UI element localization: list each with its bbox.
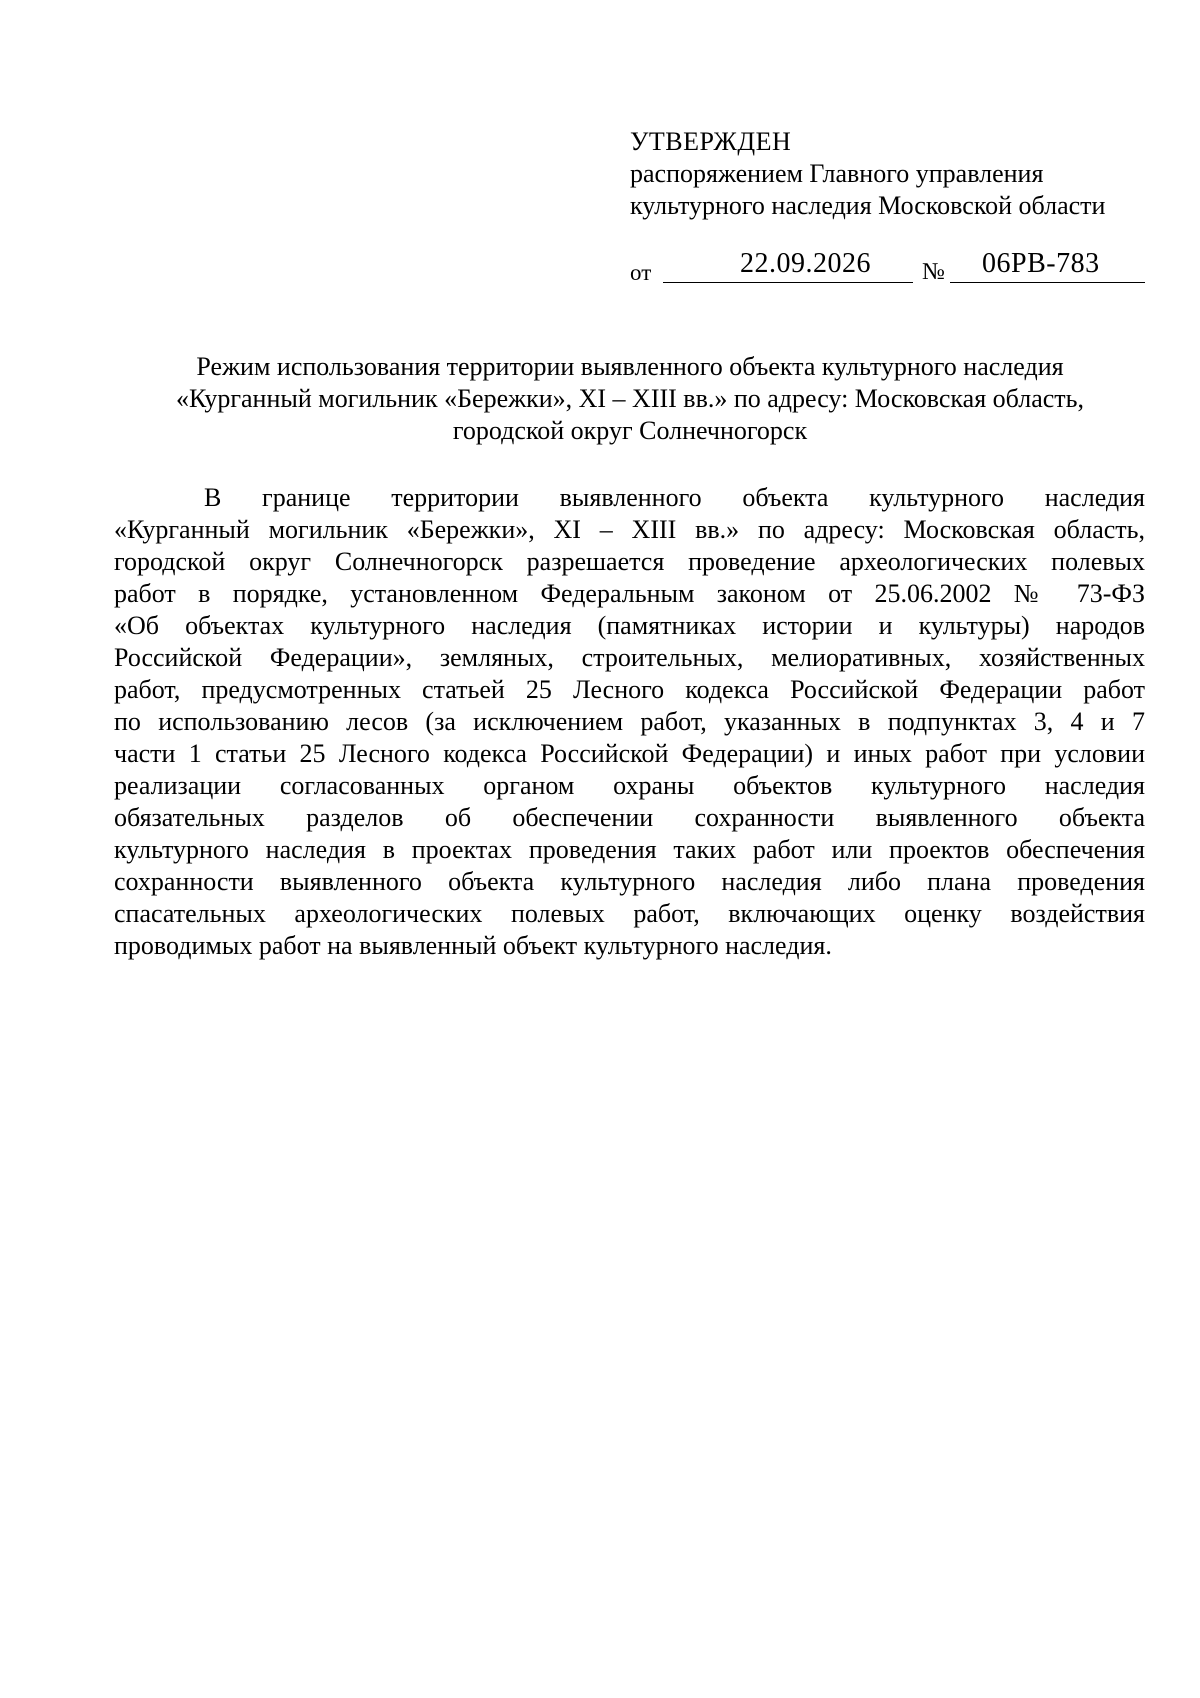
paragraph-line: реализации согласованных органом охраны объектов культурного наследия — [114, 771, 1145, 800]
approval-authority-line-1: распоряжением Главного управления — [630, 159, 1044, 188]
decree-number: 06РВ-783 — [982, 248, 1100, 279]
decree-details — [630, 250, 1145, 290]
approved-heading: УТВЕРЖДЕН — [630, 127, 792, 156]
decree-date: 22.09.2026 — [740, 248, 871, 279]
paragraph-line: В границе территории выявленного объекта культурного наследия — [204, 483, 1145, 512]
paragraph-line: сохранности выявленного объекта культурного наследия либо плана проведения — [114, 867, 1145, 896]
title-line: «Курганный могильник «Бережки», XI – XIII вв.» по адресу: Московская область, — [175, 384, 1085, 413]
paragraph-line: городской округ Солнечногорск разрешается проведение археологических полевых — [114, 547, 1145, 576]
number-label: № — [922, 259, 945, 285]
paragraph-line: работ, предусмотренных статьей 25 Лесного кодекса Российской Федерации работ — [114, 675, 1145, 704]
paragraph-line: «Об объектах культурного наследия (памятниках истории и культуры) народов — [114, 611, 1145, 640]
title-line: городской округ Солнечногорск — [452, 416, 808, 445]
document-title — [120, 351, 1140, 447]
approval-authority-line-2: культурного наследия Московской области — [630, 191, 1106, 220]
paragraph-line: Российской Федерации», земляных, строительных, мелиоративных, хозяйственных — [114, 643, 1145, 672]
paragraph-line: проводимых работ на выявленный объект культурного наследия. — [114, 931, 832, 960]
paragraph-line: культурного наследия в проектах проведения таких работ или проектов обеспечения — [114, 835, 1145, 864]
approval-block — [630, 126, 1150, 222]
date-label: от — [630, 260, 652, 285]
paragraph-line: работ в порядке, установленном Федеральным законом от 25.06.2002 № 73-ФЗ — [114, 579, 1145, 608]
paragraph-line: обязательных разделов об обеспечении сохранности выявленного объекта — [114, 803, 1145, 832]
paragraph-line: «Курганный могильник «Бережки», XI – XIII вв.» по адресу: Московская область, — [114, 515, 1145, 544]
paragraph-line: по использованию лесов (за исключением работ, указанных в подпунктах 3, 4 и 7 — [114, 707, 1145, 736]
title-line: Режим использования территории выявленного объекта культурного наследия — [196, 352, 1064, 381]
paragraph-line: спасательных археологических полевых работ, включающих оценку воздействия — [114, 899, 1145, 928]
paragraph-line: части 1 статьи 25 Лесного кодекса Российской Федерации) и иных работ при условии — [114, 739, 1145, 768]
body-paragraph — [114, 482, 1145, 962]
